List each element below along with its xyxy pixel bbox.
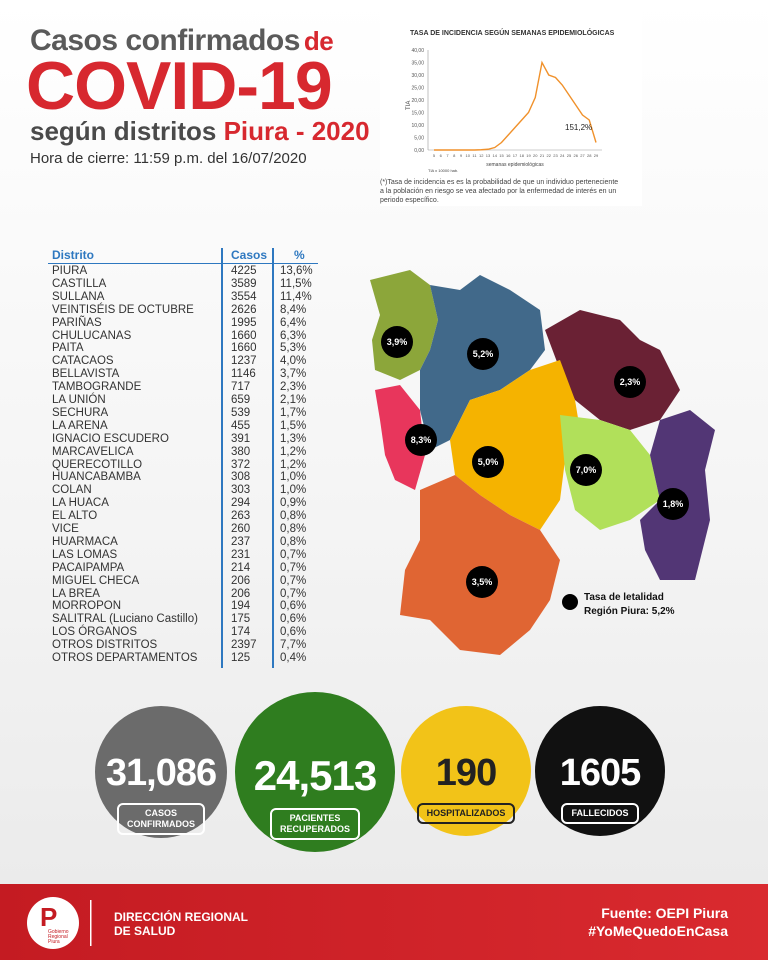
- y-tick-label: 0,00: [414, 148, 424, 154]
- table-row: [48, 536, 318, 549]
- case-percent: 0,7%: [280, 548, 307, 561]
- district-name: VEINTISÉIS DE OCTUBRE: [52, 303, 194, 316]
- district-name: CHULUCANAS: [52, 329, 132, 342]
- case-count: 263: [231, 510, 251, 523]
- table-row: [48, 394, 318, 407]
- case-count: 206: [231, 587, 251, 600]
- case-count: 1995: [231, 316, 257, 329]
- y-axis-label: TIA: [406, 100, 412, 110]
- case-percent: 1,2%: [280, 445, 307, 458]
- piura-map: [360, 260, 740, 680]
- case-count: 260: [231, 523, 251, 535]
- header-distrito: Distrito: [52, 248, 94, 262]
- case-count: 4225: [231, 265, 257, 277]
- y-tick-label: 5,00: [414, 135, 424, 142]
- case-percent: 7,7%: [280, 639, 307, 652]
- case-percent: 1,3%: [280, 432, 307, 445]
- x-tick-label: 25: [566, 153, 572, 158]
- header-casos: Casos: [231, 248, 268, 262]
- case-count: 3589: [231, 277, 257, 290]
- district-name: MARCAVELICA: [52, 445, 134, 458]
- chart-subnote: TIA x 10000 hab.: [428, 168, 459, 173]
- stat-label: FALLECIDOS: [561, 803, 638, 824]
- x-tick-label: 12: [479, 153, 484, 158]
- district-name: SECHURA: [52, 406, 109, 419]
- case-count: 539: [231, 406, 251, 419]
- district-name: CASTILLA: [52, 277, 107, 290]
- y-tick-label: 30,00: [411, 73, 424, 79]
- closing-time: Hora de cierre: 11:59 p.m. del 16/07/2020: [30, 150, 307, 167]
- incidence-line: [434, 63, 596, 151]
- district-name: PAITA: [52, 342, 84, 355]
- svg-text:Piura: Piura: [48, 939, 60, 945]
- district-name: PIURA: [52, 265, 88, 277]
- case-percent: 0,6%: [280, 626, 307, 639]
- case-count: 308: [231, 471, 251, 484]
- lethality-value: 1,8%: [662, 499, 684, 509]
- table-row: [48, 317, 318, 330]
- table-row: [48, 575, 318, 588]
- lethality-value: 8,3%: [410, 435, 432, 445]
- x-tick-label: 14: [492, 153, 497, 158]
- case-percent: 1,2%: [280, 458, 307, 471]
- case-percent: 8,4%: [280, 303, 307, 316]
- district-name: TAMBOGRANDE: [52, 381, 142, 394]
- case-percent: 6,4%: [280, 316, 307, 329]
- x-tick-label: 6: [439, 153, 442, 158]
- x-axis-label: semanas epidemiológicas: [486, 162, 544, 168]
- case-percent: 0,9%: [280, 497, 307, 510]
- case-percent: 0,7%: [280, 587, 307, 600]
- district-name: MORROPON: [52, 600, 121, 613]
- table-row: [48, 588, 318, 601]
- case-count: 303: [231, 484, 251, 497]
- svg-text:Regional: Regional: [48, 934, 68, 940]
- case-percent: 11,5%: [280, 277, 312, 290]
- case-count: 372: [231, 458, 251, 471]
- table-row: [48, 549, 318, 562]
- table-row: [48, 381, 318, 394]
- stat-circle: [401, 706, 531, 836]
- stat-value: 24,513: [253, 752, 377, 799]
- table-row: [48, 639, 318, 652]
- case-percent: 0,6%: [280, 613, 307, 626]
- case-count: 2626: [231, 303, 257, 316]
- case-percent: 13,6%: [280, 265, 313, 277]
- x-tick-label: 7: [446, 153, 449, 158]
- table-row: [48, 407, 318, 420]
- district-name: LA UNIÓN: [52, 394, 106, 406]
- x-tick-label: 26: [573, 153, 578, 158]
- district-name: LA BREA: [52, 587, 100, 600]
- district-name: LA HUACA: [52, 497, 109, 510]
- table-row: [48, 265, 318, 278]
- legend-line-2: Región Piura: 5,2%: [584, 606, 675, 617]
- case-count: 2397: [231, 639, 257, 652]
- stat-label: CASOS CONFIRMADOS: [117, 803, 205, 835]
- incidence-chart: [380, 10, 642, 206]
- table-row: [48, 613, 318, 626]
- table-row: [48, 459, 318, 472]
- district-name: LAS LOMAS: [52, 548, 118, 561]
- case-count: 717: [231, 381, 251, 394]
- header-pct: %: [294, 248, 305, 262]
- chart-annotation: 151,2%: [565, 123, 593, 132]
- lethality-value: 7,0%: [575, 465, 597, 475]
- source-text: Fuente: OEPI Piura #YoMeQuedoEnCasa: [588, 905, 728, 939]
- stat-label: PACIENTES RECUPERADOS: [270, 808, 360, 840]
- table-row: [48, 446, 318, 459]
- title-covid: COVID-19: [26, 48, 332, 124]
- title-line-3: según distritos Piura - 2020: [30, 116, 370, 146]
- case-percent: 11,4%: [280, 290, 312, 303]
- x-tick-label: 24: [560, 153, 565, 158]
- table-row: [48, 497, 318, 510]
- case-count: 194: [231, 600, 251, 613]
- case-count: 214: [231, 561, 251, 574]
- x-tick-label: 15: [499, 153, 504, 158]
- y-tick-label: 35,00: [411, 60, 424, 67]
- table-row: [48, 562, 318, 575]
- svg-text:P: P: [40, 902, 58, 932]
- case-percent: 4,0%: [280, 355, 307, 368]
- x-tick-label: 19: [526, 153, 531, 158]
- case-percent: 2,1%: [280, 394, 307, 406]
- y-tick-label: 15,00: [411, 110, 424, 117]
- stat-value: 1605: [559, 752, 641, 794]
- stat-circle: [235, 692, 395, 852]
- x-tick-label: 23: [553, 153, 558, 158]
- table-row: [48, 484, 318, 497]
- lethality-value: 2,3%: [619, 377, 641, 387]
- x-tick-label: 16: [506, 153, 511, 158]
- district-name: LA ARENA: [52, 419, 108, 432]
- direccion-regional: DIRECCIÓN REGIONAL DE SALUD: [114, 910, 249, 938]
- x-tick-label: 5: [432, 153, 436, 158]
- district-name: PARIÑAS: [52, 316, 102, 329]
- case-percent: 1,7%: [280, 406, 307, 419]
- case-count: 659: [231, 394, 251, 406]
- district-name: MIGUEL CHECA: [52, 574, 140, 587]
- case-count: 175: [231, 613, 251, 626]
- district-name: EL ALTO: [52, 510, 98, 523]
- stat-circle: [95, 706, 227, 838]
- x-tick-label: 27: [580, 153, 585, 158]
- case-count: 455: [231, 419, 251, 432]
- y-tick-label: 20,00: [411, 98, 424, 104]
- table-row: [48, 600, 318, 613]
- case-percent: 0,4%: [280, 652, 307, 664]
- x-tick-label: 22: [546, 153, 551, 158]
- case-percent: 0,6%: [280, 600, 307, 613]
- x-tick-label: 21: [539, 153, 545, 158]
- x-tick-label: 17: [512, 153, 518, 158]
- case-percent: 0,8%: [280, 523, 307, 535]
- table-row: [48, 291, 318, 304]
- table-row: [48, 471, 318, 484]
- case-percent: 3,7%: [280, 368, 307, 381]
- header-divider: [48, 263, 318, 264]
- case-count: 391: [231, 432, 251, 445]
- case-count: 3554: [231, 290, 257, 303]
- legend-dot: [562, 594, 578, 610]
- case-count: 237: [231, 535, 251, 548]
- x-tick-label: 9: [459, 153, 463, 158]
- table-row: [48, 278, 318, 291]
- district-name: VICE: [52, 523, 79, 535]
- x-tick-label: 20: [533, 153, 538, 158]
- district-name: COLAN: [52, 484, 92, 497]
- case-count: 174: [231, 626, 251, 639]
- stat-value: 190: [435, 752, 497, 794]
- table-row: [48, 330, 318, 343]
- district-name: HUANCABAMBA: [52, 471, 141, 484]
- case-percent: 0,8%: [280, 535, 307, 548]
- lethality-value: 5,2%: [472, 349, 494, 359]
- y-tick-label: 10,00: [411, 123, 424, 129]
- table-row: [48, 510, 318, 523]
- case-count: 1237: [231, 355, 257, 368]
- district-name: OTROS DEPARTAMENTOS: [52, 652, 198, 664]
- x-tick-label: 10: [465, 153, 470, 158]
- case-count: 231: [231, 548, 251, 561]
- stat-value: 31,086: [105, 752, 217, 794]
- chart-svg: [380, 10, 642, 178]
- y-tick-label: 25,00: [411, 85, 424, 92]
- legend-line-1: Tasa de letalidad: [584, 592, 664, 603]
- x-tick-label: 29: [593, 153, 599, 158]
- district-name: BELLAVISTA: [52, 368, 120, 381]
- district-name: HUARMACA: [52, 535, 118, 548]
- district-name: LOS ÓRGANOS: [52, 626, 137, 639]
- stat-label: HOSPITALIZADOS: [417, 803, 516, 824]
- table-row: [48, 523, 318, 536]
- y-tick-label: 40,00: [411, 48, 424, 54]
- case-percent: 0,7%: [280, 574, 307, 587]
- case-count: 1660: [231, 342, 257, 355]
- gobierno-regional-logo: [26, 896, 96, 950]
- case-percent: 5,3%: [280, 342, 307, 355]
- case-percent: 1,0%: [280, 484, 307, 497]
- x-tick-label: 11: [472, 153, 477, 158]
- district-name: SULLANA: [52, 290, 105, 303]
- lethality-value: 3,9%: [386, 337, 408, 347]
- case-count: 294: [231, 497, 251, 510]
- table-row: [48, 652, 318, 665]
- chart-note: (*)Tasa de incidencia es es la probabilidad de que un individuo perteneciente a la población en riesgo se vea afectado por la enfermedad de interés en un periodo específico.: [380, 179, 619, 204]
- x-tick-label: 13: [485, 153, 491, 158]
- district-name: QUERECOTILLO: [52, 458, 143, 471]
- case-percent: 1,5%: [280, 419, 307, 432]
- case-percent: 0,8%: [280, 510, 307, 523]
- table-row: [48, 342, 318, 355]
- district-name: IGNACIO ESCUDERO: [52, 432, 169, 445]
- lethality-value: 5,0%: [477, 457, 499, 467]
- case-percent: 1,0%: [280, 471, 307, 484]
- x-tick-label: 8: [453, 153, 456, 158]
- table-row: [48, 420, 318, 433]
- table-row: [48, 304, 318, 317]
- district-name: CATACAOS: [52, 355, 114, 368]
- stat-circle: [535, 706, 665, 836]
- title-line-1: Casos confirmados de: [30, 24, 334, 57]
- case-percent: 0,7%: [280, 561, 307, 574]
- district-name: OTROS DISTRITOS: [52, 639, 158, 652]
- case-count: 206: [231, 574, 251, 587]
- x-tick-label: 28: [587, 153, 592, 158]
- case-count: 125: [231, 652, 251, 664]
- case-percent: 6,3%: [280, 329, 307, 342]
- table-row: [48, 433, 318, 446]
- table-row: [48, 626, 318, 639]
- district-name: PACAIPAMPA: [52, 561, 125, 574]
- x-tick-label: 18: [519, 153, 524, 158]
- chart-title: TASA DE INCIDENCIA SEGÚN SEMANAS EPIDEMIOLÓGICAS: [410, 30, 615, 37]
- case-count: 1660: [231, 329, 257, 342]
- district-name: SALITRAL (Luciano Castillo): [52, 613, 198, 626]
- table-row: [48, 368, 318, 381]
- case-count: 1146: [231, 368, 256, 381]
- svg-text:Gobierno: Gobierno: [48, 929, 69, 935]
- table-row: [48, 355, 318, 368]
- lethality-value: 3,5%: [471, 577, 493, 587]
- case-count: 380: [231, 445, 251, 458]
- case-percent: 2,3%: [280, 381, 307, 394]
